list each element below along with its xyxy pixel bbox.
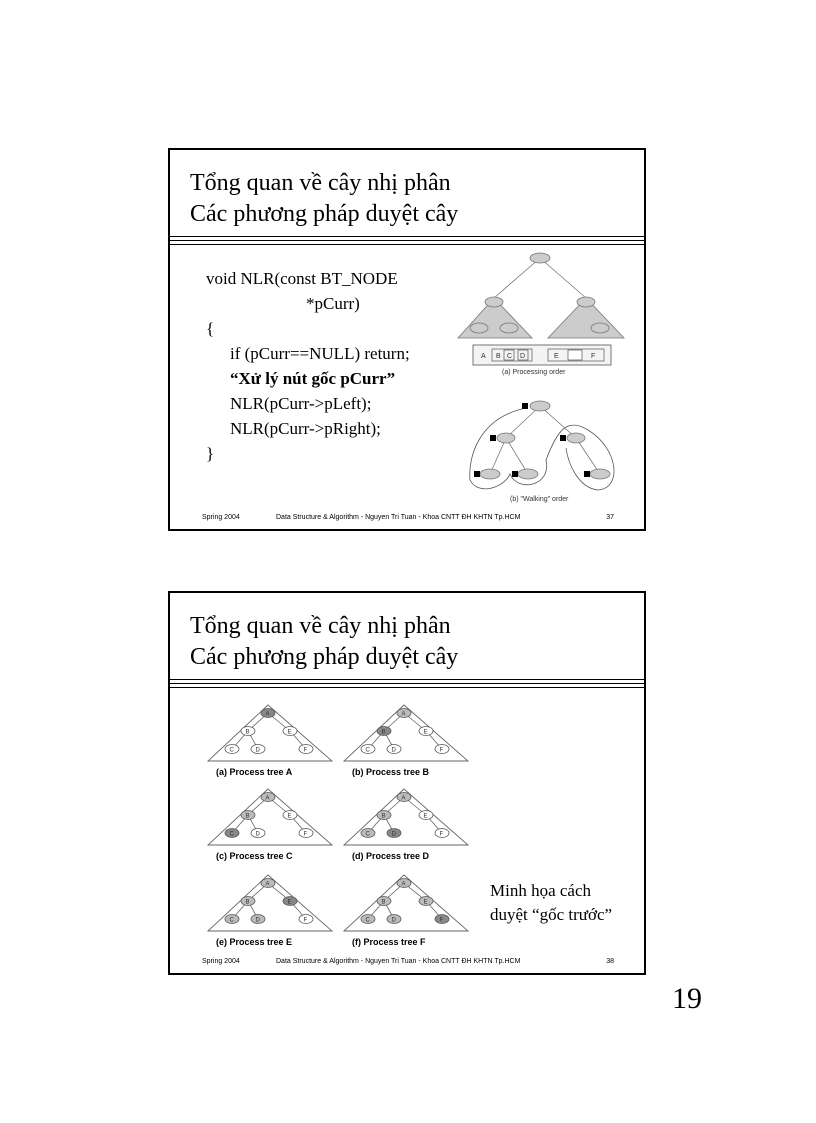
process-trees-figure xyxy=(206,703,486,951)
tree-node-label: E xyxy=(287,813,292,820)
note-line-1: Minh họa cách xyxy=(490,881,592,900)
tree-node-label: D xyxy=(391,831,396,838)
title-rule xyxy=(170,683,644,684)
slide-37 xyxy=(168,148,646,531)
tree-node-label: A xyxy=(265,881,270,888)
nlr-traversal-figure xyxy=(448,248,634,510)
tree-node-label: B xyxy=(245,813,250,820)
process-tree-f xyxy=(344,875,468,931)
order-node: E xyxy=(554,353,559,360)
tree-node-label: E xyxy=(423,813,428,820)
tree-node-label: E xyxy=(287,729,292,736)
slide-title xyxy=(190,611,458,673)
code-line-bold: “Xử lý nút gốc pCurr” xyxy=(230,369,396,388)
title-rule xyxy=(170,687,644,688)
slide-number: 38 xyxy=(606,958,614,965)
title-line-2: Các phương pháp duyệt cây xyxy=(190,644,459,670)
code-line: NLR(pCurr->pLeft); xyxy=(230,394,372,413)
tree-node-label: F xyxy=(439,831,444,838)
tree-node-label: D xyxy=(255,917,260,924)
tree-node-label: A xyxy=(265,711,270,718)
process-tree-c xyxy=(208,789,332,845)
tree-node-label: D xyxy=(255,747,260,754)
order-node: F xyxy=(591,353,596,360)
tree-node-label: B xyxy=(381,729,386,736)
tree-node-label: D xyxy=(391,747,396,754)
tree-node-label: F xyxy=(303,747,308,754)
title-rule xyxy=(170,679,644,680)
order-node: C xyxy=(507,353,513,360)
code-line: { xyxy=(206,319,215,338)
slide-title xyxy=(190,168,458,230)
caption-c: (c) Process tree C xyxy=(216,851,293,861)
caption-d: (d) Process tree D xyxy=(352,851,430,861)
tree-node-label: F xyxy=(439,747,444,754)
code-line: *pCurr) xyxy=(306,294,360,313)
title-line-2: Các phương pháp duyệt cây xyxy=(190,201,459,227)
footer-date: Spring 2004 xyxy=(202,514,240,521)
page-number: 19 xyxy=(672,982,702,1015)
tree-node-label: E xyxy=(423,899,428,906)
tree-node-label: A xyxy=(265,795,270,802)
tree-node-label: B xyxy=(245,729,250,736)
tree-node-label: D xyxy=(391,917,396,924)
process-tree-e xyxy=(208,875,332,931)
order-node: B xyxy=(496,353,501,360)
footer-date: Spring 2004 xyxy=(202,958,240,965)
title-rule xyxy=(170,240,644,241)
process-tree-d xyxy=(344,789,468,845)
order-node: A xyxy=(481,353,486,360)
slide-number: 37 xyxy=(606,514,614,521)
tree-node-label: C xyxy=(365,747,370,754)
caption-e: (e) Process tree E xyxy=(216,937,293,947)
tree-node-label: C xyxy=(229,747,234,754)
tree-node-label: A xyxy=(401,795,406,802)
tree-node-label: F xyxy=(303,831,308,838)
title-rule xyxy=(170,236,644,237)
tree-node-label: E xyxy=(287,899,292,906)
nlr-code-block xyxy=(206,266,410,466)
code-line: if (pCurr==NULL) return; xyxy=(230,344,410,363)
walking-order-caption: (b) "Walking" order xyxy=(510,496,569,503)
process-tree-a xyxy=(208,705,332,761)
tree-node-label: F xyxy=(439,917,444,924)
order-node: D xyxy=(520,353,526,360)
title-line-1: Tổng quan về cây nhị phân xyxy=(190,170,451,196)
preorder-note xyxy=(490,879,612,927)
process-tree-b xyxy=(344,705,468,761)
code-line: void NLR(const BT_NODE xyxy=(206,269,398,288)
code-line: NLR(pCurr->pRight); xyxy=(230,419,381,438)
note-line-2: duyệt “gốc trước” xyxy=(490,905,613,924)
caption-b: (b) Process tree B xyxy=(352,767,430,777)
tree-node-label: C xyxy=(365,831,370,838)
title-line-1: Tổng quan về cây nhị phân xyxy=(190,613,451,639)
slide-38 xyxy=(168,591,646,975)
tree-node-label: B xyxy=(381,813,386,820)
tree-node-label: B xyxy=(245,899,250,906)
tree-node-label: C xyxy=(229,831,234,838)
tree-node-label: E xyxy=(423,729,428,736)
tree-node-label: D xyxy=(255,831,260,838)
tree-node-label: A xyxy=(401,881,406,888)
tree-node-label: F xyxy=(303,917,308,924)
processing-order-caption: (a) Processing order xyxy=(502,369,566,376)
footer-course: Data Structure & Algorithm - Nguyen Tri Tuan - Khoa CNTT ĐH KHTN Tp.HCM xyxy=(276,958,521,965)
tree-node-label: C xyxy=(365,917,370,924)
title-rule xyxy=(170,244,644,245)
tree-node-label: A xyxy=(401,711,406,718)
caption-a: (a) Process tree A xyxy=(216,767,293,777)
code-line: } xyxy=(206,444,215,463)
tree-node-label: C xyxy=(229,917,234,924)
caption-f: (f) Process tree F xyxy=(352,937,426,947)
footer-course: Data Structure & Algorithm - Nguyen Tri Tuan - Khoa CNTT ĐH KHTN Tp.HCM xyxy=(276,514,521,521)
tree-node-label: B xyxy=(381,899,386,906)
